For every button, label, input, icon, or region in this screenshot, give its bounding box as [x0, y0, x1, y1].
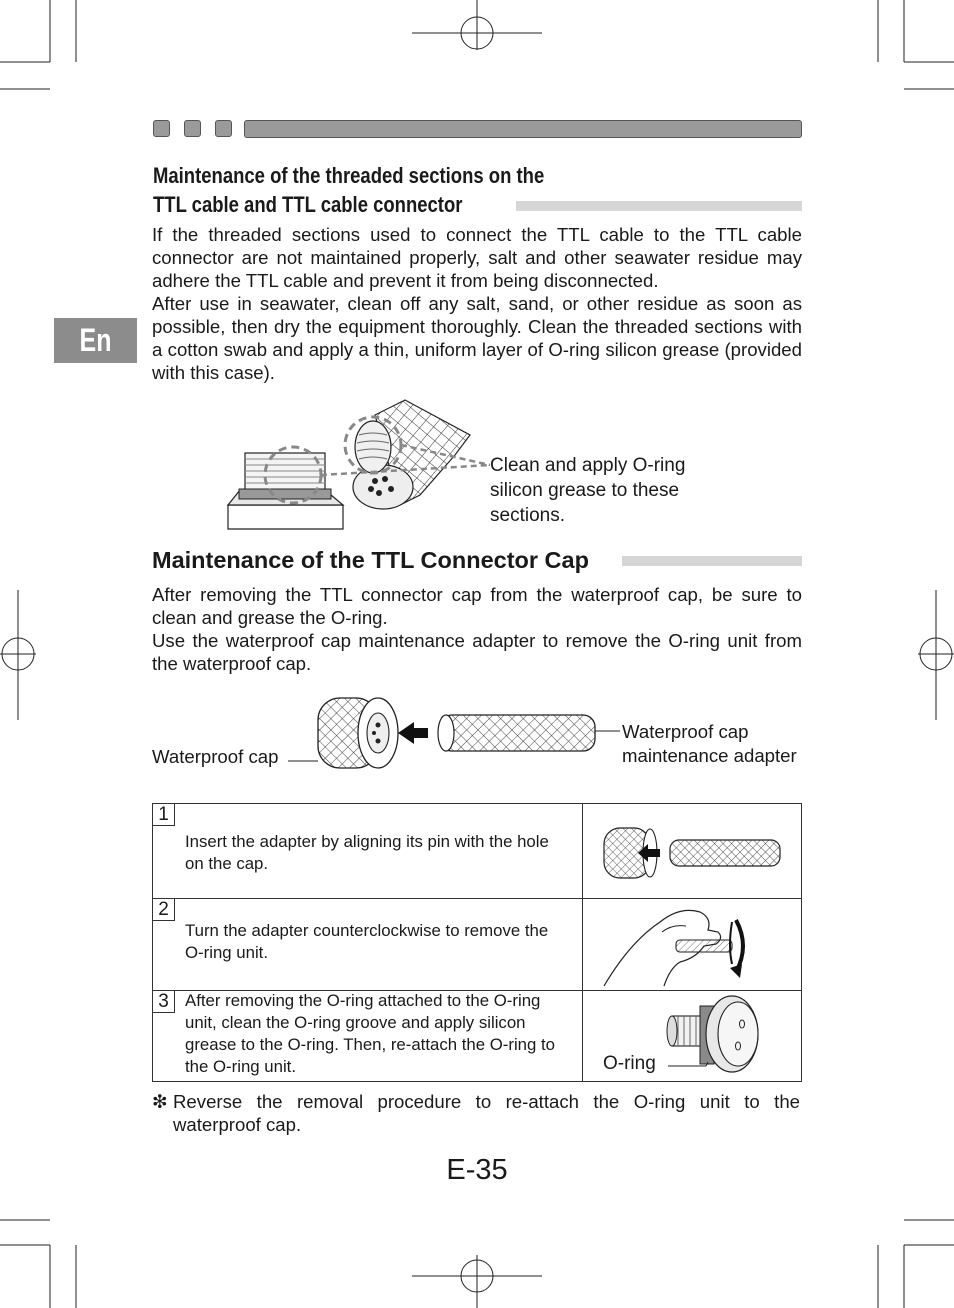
label-waterproof-cap: Waterproof cap	[152, 746, 279, 767]
note-text: Reverse the removal procedure to re-attach the O-ring unit to the waterproof cap.	[173, 1091, 800, 1135]
figure-callout-line3: sections.	[490, 505, 565, 526]
section1-body	[152, 223, 802, 384]
page-number: E-35	[446, 1154, 508, 1186]
section1-heading-rule	[516, 201, 802, 211]
note-asterisk-icon: ❇	[152, 1091, 168, 1112]
step-text-3: After removing the O-ring attached to the O-ring unit, clean the O-ring groove and apply silicon grease to the O-ring. Then, re-attach the O-ring to the O-ring unit.	[185, 991, 555, 1076]
language-tab-label: En	[79, 322, 112, 358]
section2-heading: Maintenance of the TTL Connector Cap	[152, 547, 589, 573]
section1-para2: After use in seawater, clean off any salt, sand, or other residue as soon as possible, then dry the equipment thoroughly. Clean the threaded sections with a cotton swab and apply a thin, uniform layer of O-ring silicon grease (provided with this case).	[152, 293, 802, 383]
step-number-2: 2	[152, 898, 175, 921]
oring-label: O-ring	[603, 1053, 656, 1074]
header-square-3	[215, 120, 232, 137]
steps-row-separator-1	[152, 898, 802, 899]
step1-illustration	[600, 822, 785, 882]
section2-heading-rule	[622, 556, 802, 566]
figure-callout-line2: silicon grease to these	[490, 480, 680, 501]
section2-para2: Use the waterproof cap maintenance adapter to remove the O-ring unit from the waterproof cap.	[152, 630, 802, 674]
header-bar	[244, 120, 802, 138]
section1-heading-line2: TTL cable and TTL cable connector	[153, 192, 463, 217]
step-number-3: 3	[152, 990, 175, 1013]
threaded-sections-illustration	[225, 395, 495, 535]
section1-para1: If the threaded sections used to connect the TTL cable to the TTL cable connector are not maintained properly, salt and other seawater residue may adhere the TTL cable and prevent it from being disconnected.	[152, 224, 802, 291]
step3-illustration	[660, 994, 770, 1078]
header-square-2	[184, 120, 201, 137]
step2-illustration	[600, 902, 760, 988]
step-number-1: 1	[152, 803, 175, 826]
section2-body	[152, 583, 802, 675]
step-text-2: Turn the adapter counterclockwise to remove the O-ring unit.	[185, 921, 549, 962]
label-adapter-line1: Waterproof cap	[622, 721, 749, 742]
language-tab	[54, 318, 137, 363]
steps-table-divider	[582, 803, 583, 1082]
label-adapter-line2: maintenance adapter	[622, 745, 797, 766]
header-square-1	[153, 120, 170, 137]
figure-callout-line1: Clean and apply O-ring	[490, 455, 686, 476]
section2-para1: After removing the TTL connector cap from the waterproof cap, be sure to clean and grease the O-ring.	[152, 584, 802, 628]
step-text-1: Insert the adapter by aligning its pin with the hole on the cap.	[185, 832, 549, 873]
section1-heading-line1: Maintenance of the threaded sections on the	[153, 163, 545, 188]
cap-and-adapter-illustration	[280, 690, 630, 780]
